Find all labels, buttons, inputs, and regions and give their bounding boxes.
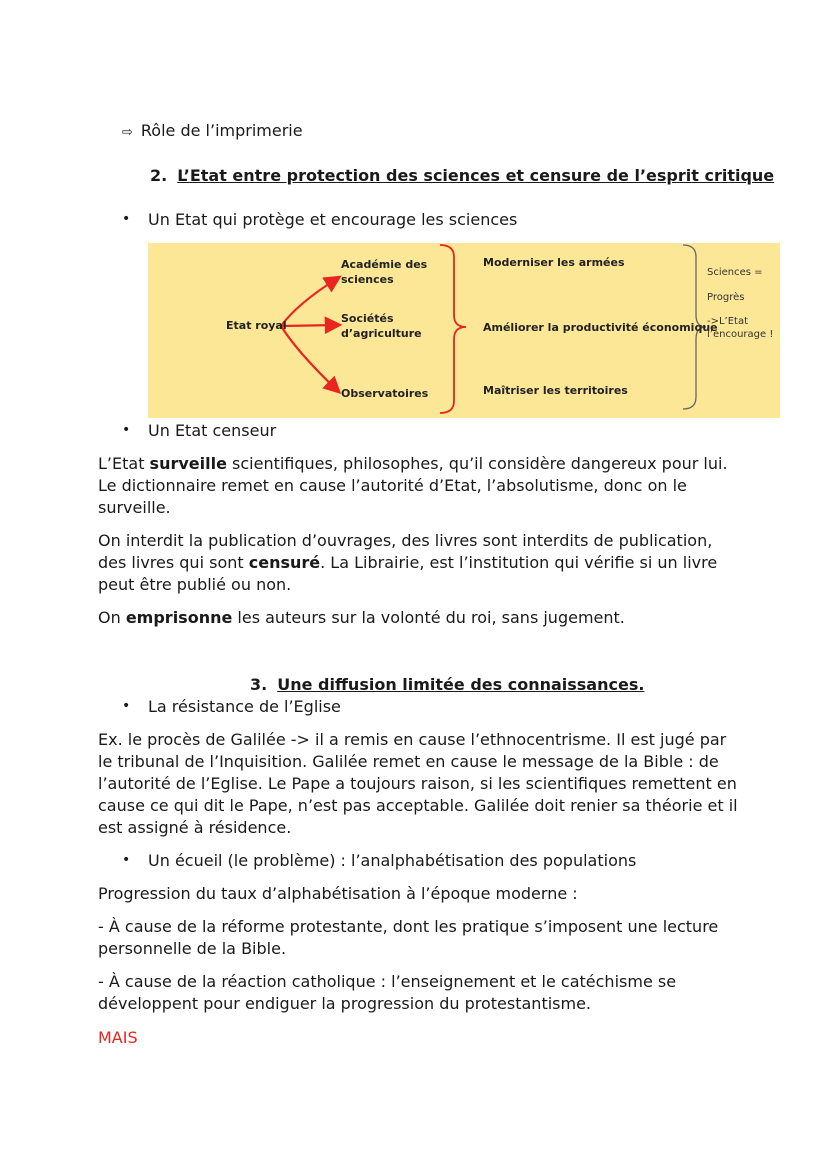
bold-emprisonne: emprisonne (125, 608, 233, 627)
bullet-icon: • (122, 698, 131, 714)
red-brace (440, 245, 466, 413)
branch-academie: Académie des sciences (341, 258, 428, 286)
diagram-root: Etat royal (226, 319, 287, 332)
goal-armees: Moderniser les armées (483, 256, 625, 269)
bold-surveille: surveille (149, 454, 227, 473)
section-2-number: 2. (150, 166, 168, 185)
section-3-heading (250, 674, 644, 696)
bullet-icon: • (122, 422, 131, 438)
conclusion-line-4: l’encourage ! (707, 329, 774, 340)
intro-list-item (122, 120, 303, 144)
arrow-to-observatoires (281, 326, 338, 391)
paragraph-galilee: Ex. le procès de Galilée -> il a remis en cause l’ethnocentrisme. Il est jugé par le tribunal de l’Inquisition. Galilée remet en cause le message de la Bible : de l’autorité de l’Eglise. Le Pape a toujours raison, si les scientifiques remettent en cause ce qui dit le Pape, n’est pas acceptable. Galilée doit renier sa théorie et il est assigné à résidence. (98, 730, 738, 837)
paragraph-reaction: - À cause de la réaction catholique : l’enseignement et le catéchisme se développent pour endiguer la progression du protestantisme. (98, 972, 677, 1013)
conclusion-line-3: ->L’Etat (707, 316, 749, 327)
branch-societes: Sociétés d’agriculture (341, 312, 422, 340)
section-3-number: 3. (250, 675, 268, 694)
branch-observatoires: Observatoires (341, 387, 429, 400)
bullet-icon: • (122, 852, 131, 868)
sciences-diagram (148, 243, 780, 418)
bullet-eglise-text: La résistance de l’Eglise (148, 697, 341, 716)
arrow-to-academie (281, 278, 338, 326)
arrow-to-societes (281, 325, 338, 326)
paragraph-emprisonne: On emprisonne les auteurs sur la volonté du roi, sans jugement. (98, 608, 625, 627)
paragraph-surveille: L’Etat surveille scientifiques, philosophes, qu’il considère dangereux pour lui. Le dictionnaire remet en cause l’autorité d’Etat, l’absolutisme, donc on le surveille. (98, 454, 728, 517)
section-2-title: L’Etat entre protection des sciences et censure de l’esprit critique (177, 166, 775, 185)
paragraph-reforme: - À cause de la réforme protestante, dont les pratique s’imposent une lecture personnelle de la Bible. (98, 917, 719, 958)
conclusion-line-2: Progrès (707, 292, 745, 303)
bullet-protect-text: Un Etat qui protège et encourage les sciences (148, 210, 518, 229)
paragraph-censure: On interdit la publication d’ouvrages, des livres sont interdits de publication, des livres qui sont censuré. La Librairie, est l’institution qui vérifie si un livre peut être publié ou non. (98, 531, 718, 594)
bullet-censeur-text: Un Etat censeur (148, 421, 277, 440)
intro-item-text: Rôle de l’imprimerie (140, 121, 303, 140)
goal-territoires: Maîtriser les territoires (483, 384, 628, 397)
conclusion-line-1: Sciences = (707, 267, 763, 278)
bullet-icon: • (122, 211, 131, 227)
right-arrow-icon: ⇨ (122, 125, 133, 140)
bullet-ecueil-text: Un écueil (le problème) : l’analphabétisation des populations (148, 851, 637, 870)
section-2-heading (150, 165, 774, 187)
bold-censure: censuré (248, 553, 321, 572)
section-3-title: Une diffusion limitée des connaissances. (277, 675, 645, 694)
mais-label: MAIS (98, 1028, 138, 1047)
paragraph-progression: Progression du taux d’alphabétisation à l’époque moderne : (98, 884, 578, 903)
goal-productivite: Améliorer la productivité économique (483, 321, 718, 334)
